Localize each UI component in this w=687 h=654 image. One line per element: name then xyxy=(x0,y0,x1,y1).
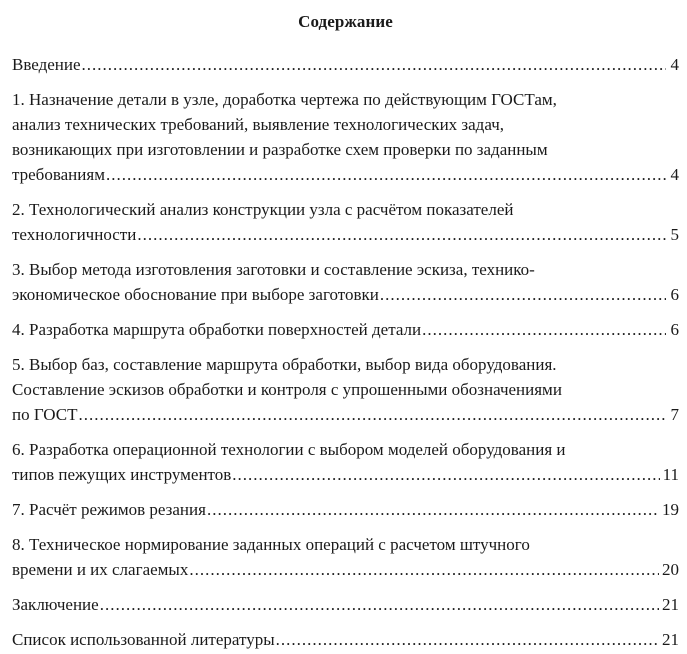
toc-page-number: 21 xyxy=(662,630,679,649)
toc-entry-text-line: времени и их слагаемых xyxy=(12,560,189,579)
toc-entry-text-line: требованиям xyxy=(12,165,105,184)
toc-list xyxy=(12,52,679,652)
toc-title: Содержание xyxy=(298,12,393,31)
dot-leader xyxy=(78,402,666,427)
toc-entry[interactable] xyxy=(12,197,679,247)
toc-page-number: 4 xyxy=(670,55,679,74)
toc-page-number: 4 xyxy=(670,165,679,184)
toc-entry-last-line xyxy=(12,317,679,342)
toc-entry-last-line xyxy=(12,222,679,247)
dot-leader xyxy=(380,282,666,307)
toc-entry-text-line: 5. Выбор баз, составление маршрута обработки, выбор вида оборудования. xyxy=(12,355,557,374)
toc-entry-last-line xyxy=(12,557,679,582)
toc-entry-text-line: типов пежущих инструментов xyxy=(12,465,232,484)
toc-entry-text-line: технологичности xyxy=(12,225,137,244)
dot-leader xyxy=(106,162,666,187)
toc-entry-text-line: Список использованной литературы xyxy=(12,630,275,649)
toc-entry-last-line xyxy=(12,402,679,427)
toc-entry-text-line: экономическое обоснование при выборе заготовки xyxy=(12,285,379,304)
toc-entry[interactable] xyxy=(12,352,679,427)
dot-leader xyxy=(100,592,659,617)
toc-entry-text-line: 7. Расчёт режимов резания xyxy=(12,500,206,519)
toc-entry-text-line: 1. Назначение детали в узле, доработка чертежа по действующим ГОСТам, xyxy=(12,90,557,109)
toc-entry[interactable] xyxy=(12,437,679,487)
toc-entry-last-line xyxy=(12,462,679,487)
toc-entry[interactable] xyxy=(12,52,679,77)
dot-leader xyxy=(276,627,659,652)
toc-entry-text-line: 2. Технологический анализ конструкции узла с расчётом показателей xyxy=(12,200,514,219)
toc-entry-text-line: 4. Разработка маршрута обработки поверхностей детали xyxy=(12,320,422,339)
toc-entry-text-line: 6. Разработка операционной технологии с выбором моделей оборудования и xyxy=(12,440,566,459)
toc-page-number: 6 xyxy=(670,320,679,339)
dot-leader xyxy=(189,557,659,582)
toc-page-number: 11 xyxy=(662,465,679,484)
toc-page-number: 6 xyxy=(670,285,679,304)
dot-leader xyxy=(207,497,659,522)
toc-entry-text-line: возникающих при изготовлении и разработке схем проверки по заданным xyxy=(12,140,548,159)
toc-entry-text-line: Заключение xyxy=(12,595,99,614)
toc-page-number: 5 xyxy=(670,225,679,244)
toc-entry-text-line: 3. Выбор метода изготовления заготовки и составление эскиза, технико- xyxy=(12,260,535,279)
toc-entry[interactable] xyxy=(12,87,679,187)
toc-page-number: 20 xyxy=(662,560,679,579)
toc-entry[interactable] xyxy=(12,317,679,342)
dot-leader xyxy=(137,222,666,247)
dot-leader xyxy=(422,317,666,342)
toc-entry-last-line xyxy=(12,52,679,77)
toc-page-number: 19 xyxy=(662,500,679,519)
toc-entry-last-line xyxy=(12,162,679,187)
toc-entry-last-line xyxy=(12,627,679,652)
dot-leader xyxy=(82,52,666,77)
toc-entry[interactable] xyxy=(12,257,679,307)
toc-entry-text-line: Составление эскизов обработки и контроля с упрошенными обозначениями xyxy=(12,380,562,399)
toc-page-number: 21 xyxy=(662,595,679,614)
toc-entry-last-line xyxy=(12,282,679,307)
toc-entry[interactable] xyxy=(12,627,679,652)
toc-entry-text-line: Введение xyxy=(12,55,81,74)
toc-entry-last-line xyxy=(12,592,679,617)
toc-entry[interactable] xyxy=(12,532,679,582)
toc-page-number: 7 xyxy=(670,405,679,424)
toc-entry[interactable] xyxy=(12,497,679,522)
toc-entry-text-line: по ГОСТ xyxy=(12,405,78,424)
toc-entry-text-line: 8. Техническое нормирование заданных операций с расчетом штучного xyxy=(12,535,530,554)
toc-entry-last-line xyxy=(12,497,679,522)
toc-entry-text-line: анализ технических требований, выявление технологических задач, xyxy=(12,115,504,134)
toc-entry[interactable] xyxy=(12,592,679,617)
dot-leader xyxy=(232,462,659,487)
